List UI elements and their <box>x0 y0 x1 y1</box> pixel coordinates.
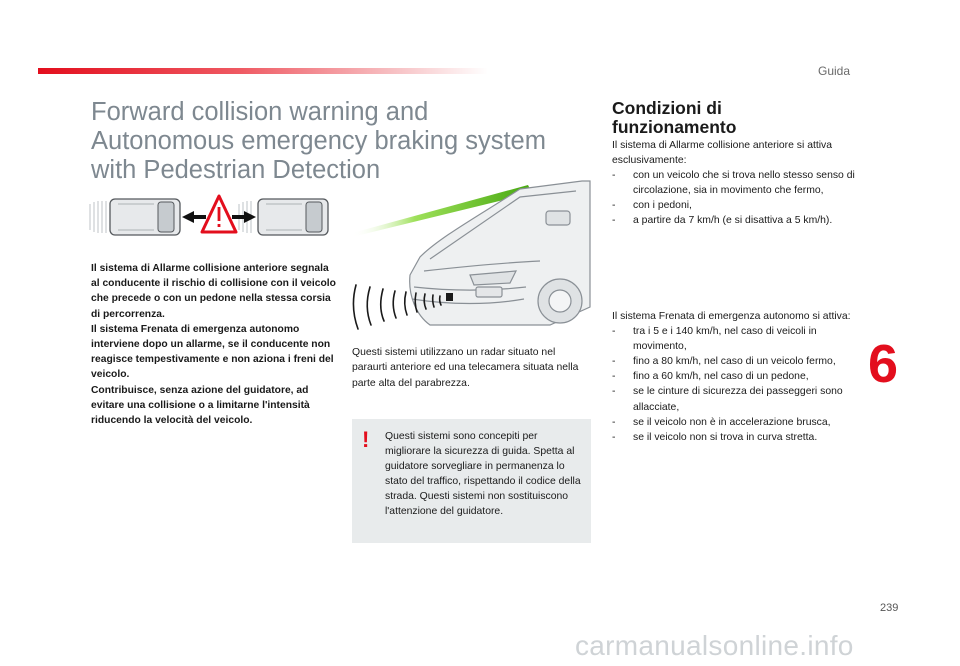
rear-vehicle-icon <box>110 199 180 235</box>
front-vehicle-icon <box>258 199 328 235</box>
list-item: - se il veicolo non è in accelerazione brusca, <box>612 415 857 430</box>
header-accent-bar <box>38 68 488 74</box>
list-item: - con i pedoni, <box>612 198 857 213</box>
van-body-icon <box>410 181 590 325</box>
chapter-number: 6 <box>868 334 899 394</box>
page-number: 239 <box>880 602 899 614</box>
section-label: Guida <box>818 64 851 78</box>
list-item: - se il veicolo non si trova in curva stretta. <box>612 430 857 445</box>
list-item: - fino a 60 km/h, nel caso di un pedone, <box>612 369 857 384</box>
intro-paragraph: Il sistema Frenata di emergenza autonomo interviene dopo un allarme, se il conducente non reagisce tempestivamente e non aziona i freni del veicolo. <box>91 323 334 381</box>
list-item: - tra i 5 e i 140 km/h, nel caso di veicoli in movimento, <box>612 324 857 354</box>
page-title <box>91 98 611 185</box>
intro-paragraph: Il sistema di Allarme collisione anteriore segnala al conducente il rischio di collisione con il veicolo che precede o con un pedone nella stessa corsia di percorrenza. <box>91 263 336 320</box>
collision-diagram <box>88 192 333 242</box>
arrow-left-icon <box>182 211 206 223</box>
alarm-list <box>612 168 857 228</box>
title-line: Forward collision warning and <box>91 98 429 126</box>
watermark: carmanualsonline.info <box>575 630 854 661</box>
intro-text <box>91 261 336 428</box>
radar-description: Questi sistemi utilizzano un radar situato nel paraurti anteriore ed una telecamera situata nella parte alta del parabrezza. <box>352 347 579 389</box>
intro-paragraph: Contribuisce, senza azione del guidatore, ad evitare una collisione o a limitarne l'intensità riducendo la velocità del veicolo. <box>91 384 310 427</box>
exclamation-icon: ! <box>362 427 370 452</box>
braking-conditions <box>612 309 857 445</box>
warning-box <box>352 419 591 543</box>
list-item: - se le cinture di sicurezza dei passeggeri sono allacciate, <box>612 384 857 414</box>
alarm-intro: Il sistema di Allarme collisione anteriore si attiva esclusivamente: <box>612 140 833 167</box>
conditions-title-line: funzionamento <box>612 117 737 137</box>
alarm-conditions <box>612 138 857 229</box>
warning-text: Questi sistemi sono concepiti per migliorare la sicurezza di guida. Spetta al guidatore sorvegliare in permanenza lo stato del traffico, rispettando il codice della strada. Questi sistemi non sostituiscono l'attenzione del guidatore. <box>385 431 581 518</box>
vehicle-front-illustration <box>350 175 592 337</box>
list-item: - a partire da 7 km/h (e si disattiva a 5 km/h). <box>612 213 857 228</box>
warning-triangle-icon <box>202 196 236 232</box>
list-item: - con un veicolo che si trova nello stesso senso di circolazione, sia in movimento che fermo, <box>612 168 857 198</box>
list-item: - fino a 80 km/h, nel caso di un veicolo fermo, <box>612 354 857 369</box>
braking-list <box>612 324 857 445</box>
braking-intro: Il sistema Frenata di emergenza autonomo si attiva: <box>612 311 851 322</box>
conditions-title <box>612 99 852 137</box>
arrow-right-icon <box>232 211 256 223</box>
conditions-title-line: Condizioni di <box>612 98 722 118</box>
title-line: with Pedestrian Detection <box>91 156 381 184</box>
title-line: Autonomous emergency braking system <box>91 127 546 155</box>
